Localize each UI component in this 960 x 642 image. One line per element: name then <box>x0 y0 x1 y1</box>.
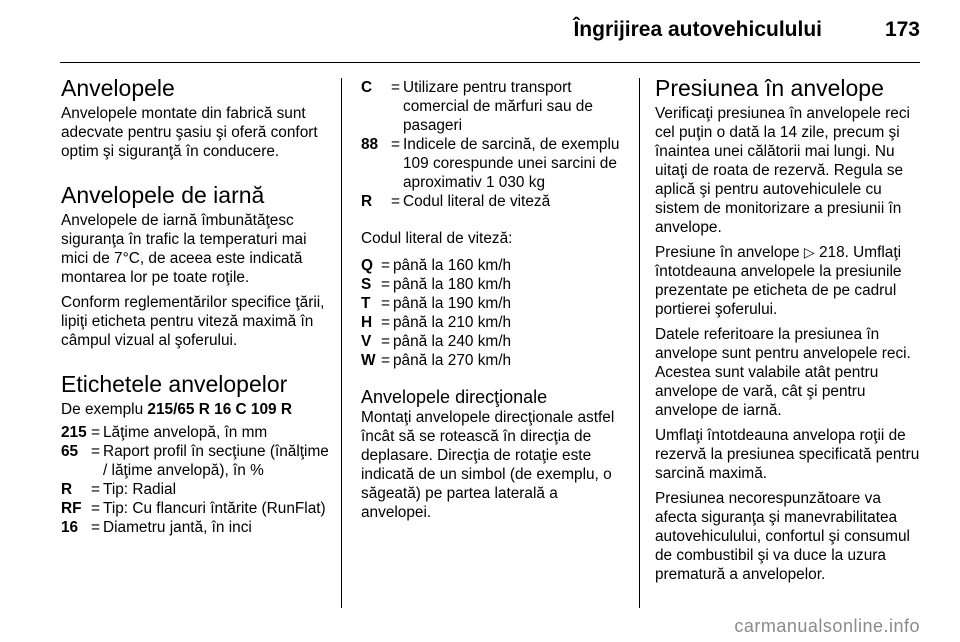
speed-code-letter: V <box>361 333 372 350</box>
column-right <box>655 74 923 584</box>
tire-code-definitions-continued <box>361 78 629 211</box>
definition-desc: Diametru jantă, în inci <box>103 519 252 536</box>
tire-pressure-paragraph-2 <box>655 243 923 319</box>
speed-code-desc: până la 270 km/h <box>393 352 512 369</box>
equals-sign: = <box>91 443 100 460</box>
definition-term: 16 <box>61 519 79 536</box>
tire-pressure-paragraph-5: Presiunea necorespunzătoare va afecta siguranţa şi manevrabilitatea autovehiculului, confortul şi consumul de combustibil şi va duce la uzura prematură a anvelopelor. <box>655 490 910 583</box>
equals-sign: = <box>381 352 390 369</box>
column-middle <box>361 74 629 522</box>
tire-pressure-paragraph-1: Verificaţi presiunea în anvelopele reci cel puţin o dată la 14 zile, precum şi înaintea unei călătorii mai lungi. Nu uitaţi de roata de rezervă. Regula se aplică şi pentru autovehiculele cu sistem de monitorizare a presiunii în anvelope. <box>655 105 910 236</box>
definition-row <box>61 480 329 499</box>
equals-sign: = <box>91 481 100 498</box>
definition-term: RF <box>61 500 82 517</box>
speed-code-row <box>361 351 629 370</box>
pressure-ref-prefix: Presiune în anvelope <box>655 244 804 261</box>
definition-row <box>61 499 329 518</box>
definition-desc: Utilizare pentru transport comercial de mărfuri sau de pasageri <box>403 79 593 134</box>
speed-code-row <box>361 275 629 294</box>
example-code: 215/65 R 16 C 109 R <box>147 401 293 418</box>
equals-sign: = <box>391 136 400 153</box>
equals-sign: = <box>381 276 390 293</box>
definition-desc: Tip: Radial <box>103 481 176 498</box>
equals-sign: = <box>391 79 400 96</box>
speed-code-letter: T <box>361 295 371 312</box>
definition-term: 215 <box>61 424 87 441</box>
equals-sign: = <box>91 424 100 441</box>
speed-code-letter: S <box>361 276 372 293</box>
speed-code-row <box>361 256 629 275</box>
definition-row <box>361 78 629 135</box>
definition-row <box>361 192 629 211</box>
section-title-directional-tires: Anvelopele direcţionale <box>361 387 548 407</box>
tires-paragraph: Anvelopele montate din fabrică sunt adecvate pentru şasiu şi oferă confort optim şi siguranţă în conducere. <box>61 105 318 160</box>
speed-code-row <box>361 332 629 351</box>
speed-code-letter: W <box>361 352 376 369</box>
equals-sign: = <box>91 500 100 517</box>
definition-term: R <box>361 193 373 210</box>
definition-term: C <box>361 79 373 96</box>
column-divider-1 <box>341 78 342 608</box>
section-title-tires: Anvelopele <box>61 75 175 101</box>
speed-code-desc: până la 210 km/h <box>393 314 512 331</box>
section-title-winter-tires: Anvelopele de iarnă <box>61 182 265 208</box>
speed-code-row <box>361 294 629 313</box>
speed-code-list <box>361 256 629 370</box>
column-left <box>61 74 329 537</box>
column-divider-2 <box>639 78 640 608</box>
definition-desc: Lăţime anvelopă, în mm <box>103 424 268 441</box>
header-divider <box>60 62 920 63</box>
definition-row <box>61 518 329 537</box>
example-prefix: De exemplu <box>61 401 148 418</box>
directional-tires-paragraph: Montaţi anvelopele direcţionale astfel încât să se rotească în direcţia de deplasare. Direcţia de rotaţie este indicată de un simbol (de exemplu, o săgeată) pe partea laterală a anvelopei. <box>361 409 615 521</box>
speed-code-letter: H <box>361 314 373 331</box>
tire-label-example <box>61 400 329 419</box>
pressure-ref-link[interactable]: 218. Umflaţi întotdeauna anvelopele la presiunile prezentate pe eticheta de pe cadrul portierei şoferului. <box>655 244 902 318</box>
equals-sign: = <box>381 257 390 274</box>
header-title: Îngrijirea autovehiculului <box>573 18 822 41</box>
watermark-text: carmanualsonline.info <box>734 616 920 636</box>
equals-sign: = <box>381 314 390 331</box>
winter-tires-paragraph-2: Conform reglementărilor specifice ţării, lipiţi eticheta pentru viteză maximă în câmpul vizual al şoferului. <box>61 294 325 349</box>
definition-desc: Raport profil în secţiune (înălţime / lăţime anvelopă), în % <box>103 443 329 479</box>
definition-row <box>61 442 329 480</box>
speed-code-intro: Codul literal de viteză: <box>361 230 513 247</box>
page-number: 173 <box>884 18 920 41</box>
definition-term: R <box>61 481 73 498</box>
speed-code-desc: până la 180 km/h <box>393 276 512 293</box>
definition-term: 65 <box>61 443 79 460</box>
speed-code-desc: până la 240 km/h <box>393 333 512 350</box>
definition-term: 88 <box>361 136 379 153</box>
equals-sign: = <box>391 193 400 210</box>
equals-sign: = <box>91 519 100 536</box>
definition-desc: Tip: Cu flancuri întărite (RunFlat) <box>103 500 326 517</box>
section-title-tire-pressure: Presiunea în anvelope <box>655 75 884 101</box>
speed-code-row <box>361 313 629 332</box>
tire-code-definitions <box>61 423 329 537</box>
equals-sign: = <box>381 333 390 350</box>
winter-tires-paragraph-1: Anvelopele de iarnă îmbunătăţesc siguranţa în trafic la temperaturi mai mici de 7°C, de aceea este indicată montarea lor pe toate roţile. <box>61 212 307 286</box>
definition-row <box>361 135 629 192</box>
definition-desc: Indicele de sarcină, de exemplu 109 corespunde unei sarcini de aproximativ 1 030 kg <box>403 136 620 191</box>
speed-code-desc: până la 190 km/h <box>393 295 512 312</box>
section-title-tire-labels: Etichetele anvelopelor <box>61 371 288 397</box>
tire-pressure-paragraph-4: Umflaţi întotdeauna anvelopa roţii de rezervă la presiunea specificată pentru sarcină maximă. <box>655 427 920 482</box>
definition-row <box>61 423 329 442</box>
speed-code-letter: Q <box>361 257 373 274</box>
equals-sign: = <box>381 295 390 312</box>
tire-pressure-paragraph-3: Datele referitoare la presiunea în anvelope sunt pentru anvelopele reci. Acestea sunt valabile atât pentru anvelope de vară, cât şi pentru anvelope de iarnă. <box>655 326 911 419</box>
arrow-reference-icon: ▷ <box>803 244 815 260</box>
definition-desc: Codul literal de viteză <box>403 193 551 210</box>
speed-code-desc: până la 160 km/h <box>393 257 512 274</box>
